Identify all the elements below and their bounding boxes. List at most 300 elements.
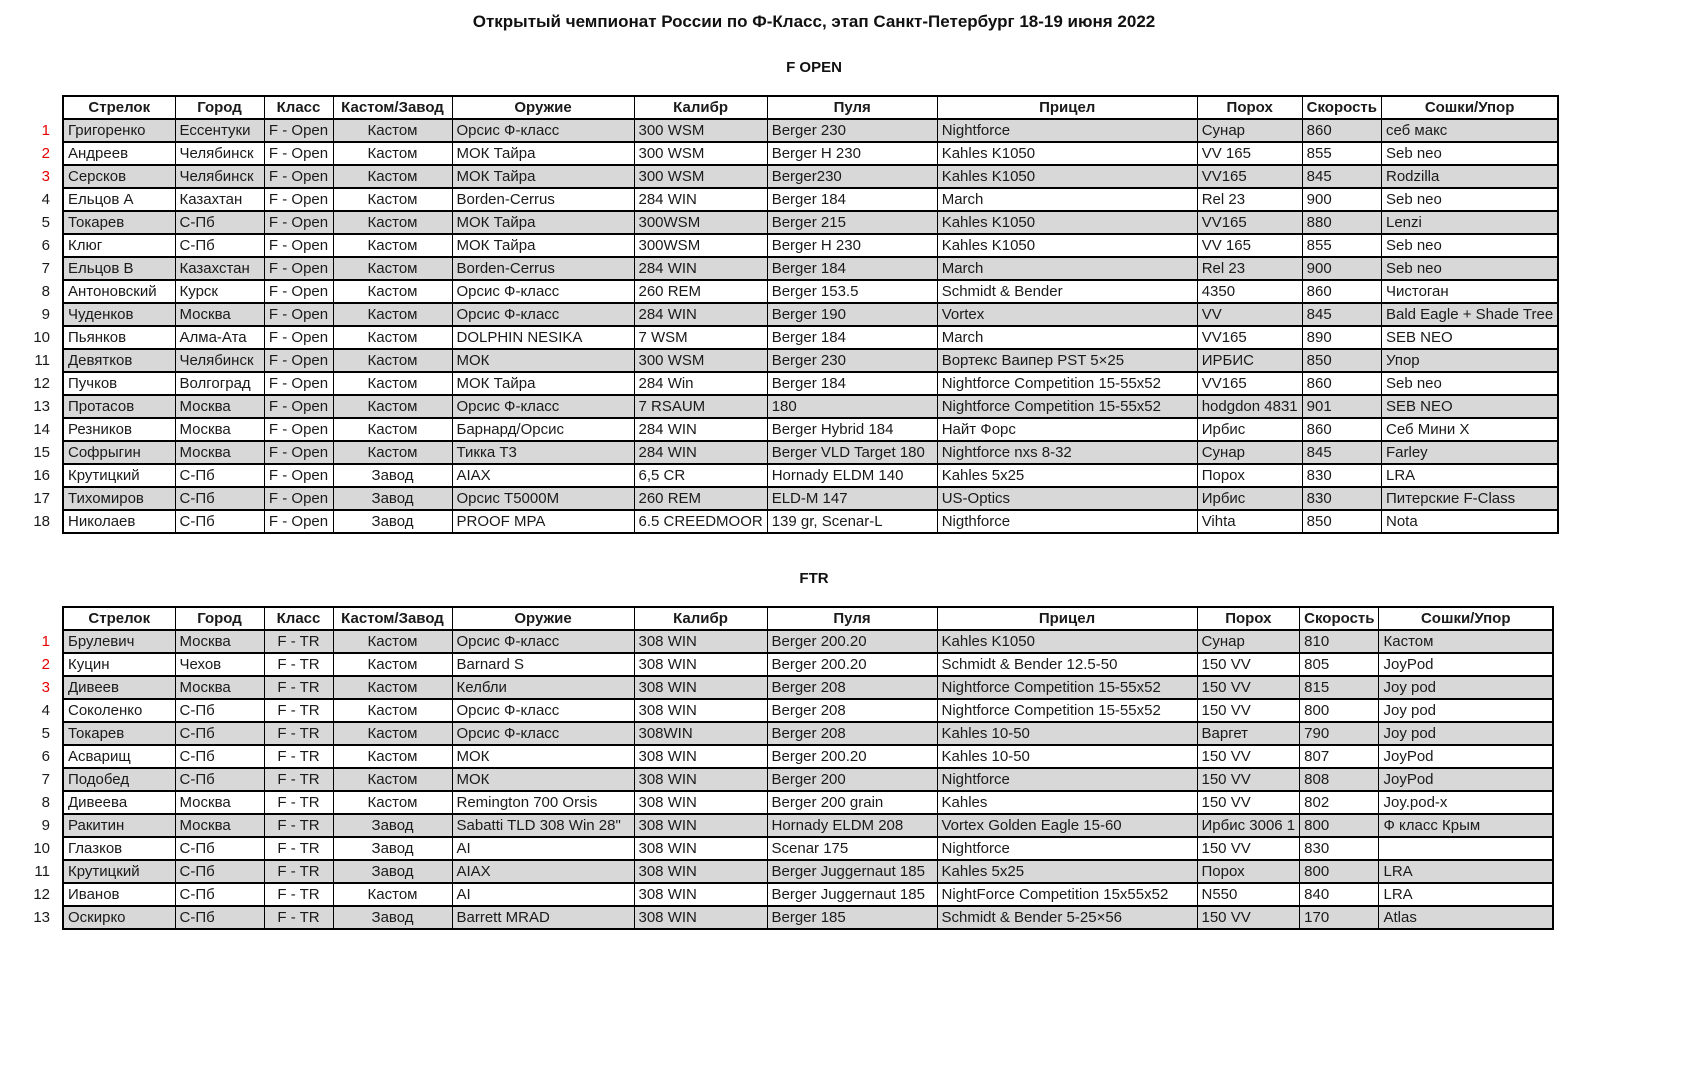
cell-weapon: МОК Тайра	[452, 165, 634, 188]
cell-class: F - Open	[264, 119, 333, 142]
table-row	[19, 814, 1553, 837]
cell-class: F - Open	[264, 464, 333, 487]
cell-bullet: Berger 184	[767, 372, 937, 395]
cell-custom-factory: Кастом	[333, 722, 452, 745]
cell-custom-factory: Кастом	[333, 119, 452, 142]
column-header-caliber: Калибр	[634, 96, 767, 119]
cell-scope: Kahles K1050	[937, 234, 1197, 257]
cell-class: F - TR	[264, 699, 333, 722]
cell-scope: Вортекс Ваипер PST 5×25	[937, 349, 1197, 372]
cell-rest: LRA	[1379, 860, 1553, 883]
cell-caliber: 308 WIN	[634, 768, 767, 791]
cell-shooter: Протасов	[63, 395, 175, 418]
row-number: 16	[19, 464, 63, 487]
cell-caliber: 284 WIN	[634, 441, 767, 464]
cell-shooter: Пучков	[63, 372, 175, 395]
cell-rest: Atlas	[1379, 906, 1553, 929]
cell-custom-factory: Кастом	[333, 768, 452, 791]
cell-speed: 800	[1300, 860, 1379, 883]
cell-rest: Rodzilla	[1381, 165, 1558, 188]
cell-custom-factory: Кастом	[333, 326, 452, 349]
row-number: 5	[19, 722, 63, 745]
row-number: 4	[19, 699, 63, 722]
row-number: 13	[19, 906, 63, 929]
column-header-rest: Сошки/Упор	[1381, 96, 1558, 119]
cell-class: F - TR	[264, 653, 333, 676]
cell-bullet: Berger 190	[767, 303, 937, 326]
column-header-caliber: Калибр	[634, 607, 767, 630]
cell-weapon: Орсис Ф-класс	[452, 119, 634, 142]
cell-powder: Rel 23	[1197, 257, 1302, 280]
cell-weapon: Тикка Т3	[452, 441, 634, 464]
row-number: 6	[19, 745, 63, 768]
row-number: 10	[19, 837, 63, 860]
table-row	[19, 303, 1558, 326]
cell-city: Алма-Ата	[175, 326, 264, 349]
cell-class: F - Open	[264, 326, 333, 349]
cell-bullet: Berger 208	[767, 676, 937, 699]
column-header-weapon: Оружие	[452, 607, 634, 630]
cell-rest: Seb neo	[1381, 188, 1558, 211]
section-f-open	[19, 59, 1699, 534]
cell-weapon: Орсис Ф-класс	[452, 630, 634, 653]
cell-speed: 855	[1302, 234, 1381, 257]
cell-weapon: Келбли	[452, 676, 634, 699]
cell-custom-factory: Завод	[333, 814, 452, 837]
cell-custom-factory: Кастом	[333, 188, 452, 211]
cell-speed: 901	[1302, 395, 1381, 418]
cell-bullet: Berger Juggernaut 185	[767, 883, 937, 906]
cell-rest: Упор	[1381, 349, 1558, 372]
cell-caliber: 308 WIN	[634, 791, 767, 814]
cell-caliber: 7 WSM	[634, 326, 767, 349]
cell-bullet: 180	[767, 395, 937, 418]
cell-powder: Сунар	[1197, 630, 1300, 653]
cell-powder: VV	[1197, 303, 1302, 326]
column-header-rest: Сошки/Упор	[1379, 607, 1553, 630]
cell-shooter: Иванов	[63, 883, 175, 906]
cell-speed: 845	[1302, 441, 1381, 464]
row-number: 9	[19, 303, 63, 326]
cell-powder: 150 VV	[1197, 791, 1300, 814]
cell-custom-factory: Кастом	[333, 699, 452, 722]
cell-powder: VV165	[1197, 165, 1302, 188]
cell-bullet: Berger H 230	[767, 234, 937, 257]
table-row	[19, 837, 1553, 860]
cell-shooter: Брулевич	[63, 630, 175, 653]
cell-rest: JoyPod	[1379, 653, 1553, 676]
cell-city: С-Пб	[175, 883, 264, 906]
cell-speed: 860	[1302, 418, 1381, 441]
table-row	[19, 142, 1558, 165]
cell-shooter: Асварищ	[63, 745, 175, 768]
cell-class: F - Open	[264, 142, 333, 165]
table-row	[19, 349, 1558, 372]
cell-scope: Nightforce nxs 8-32	[937, 441, 1197, 464]
column-header-shooter: Стрелок	[63, 607, 175, 630]
column-header-scope: Прицел	[937, 96, 1197, 119]
cell-city: С-Пб	[175, 510, 264, 533]
table-row	[19, 791, 1553, 814]
cell-shooter: Чуденков	[63, 303, 175, 326]
cell-scope: Nightforce	[937, 768, 1197, 791]
cell-city: Челябинск	[175, 142, 264, 165]
cell-class: F - Open	[264, 395, 333, 418]
cell-city: Волгоград	[175, 372, 264, 395]
cell-rest: LRA	[1381, 464, 1558, 487]
cell-weapon: МОК Тайра	[452, 234, 634, 257]
cell-weapon: Barrett MRAD	[452, 906, 634, 929]
column-header-scope: Прицел	[937, 607, 1197, 630]
cell-speed: 900	[1302, 188, 1381, 211]
cell-class: F - Open	[264, 234, 333, 257]
cell-weapon: МОК Тайра	[452, 211, 634, 234]
row-number-gutter	[19, 96, 63, 119]
cell-weapon: Орсис Т5000М	[452, 487, 634, 510]
cell-powder: Сунар	[1197, 441, 1302, 464]
cell-caliber: 308 WIN	[634, 883, 767, 906]
cell-class: F - Open	[264, 441, 333, 464]
cell-city: Москва	[175, 791, 264, 814]
row-number-gutter	[19, 607, 63, 630]
cell-speed: 800	[1300, 814, 1379, 837]
cell-shooter: Николаев	[63, 510, 175, 533]
row-number: 6	[19, 234, 63, 257]
cell-city: С-Пб	[175, 722, 264, 745]
cell-weapon: DOLPHIN NESIKA	[452, 326, 634, 349]
cell-city: Москва	[175, 303, 264, 326]
cell-rest: SEB NEO	[1381, 326, 1558, 349]
cell-custom-factory: Кастом	[333, 745, 452, 768]
cell-weapon: Sabatti TLD 308 Win 28"	[452, 814, 634, 837]
cell-city: С-Пб	[175, 211, 264, 234]
cell-powder: 150 VV	[1197, 906, 1300, 929]
cell-shooter: Серсков	[63, 165, 175, 188]
row-number: 12	[19, 372, 63, 395]
column-header-class: Класс	[264, 607, 333, 630]
cell-custom-factory: Кастом	[333, 349, 452, 372]
cell-caliber: 6.5 CREEDMOOR	[634, 510, 767, 533]
cell-powder: VV 165	[1197, 234, 1302, 257]
cell-custom-factory: Завод	[333, 510, 452, 533]
cell-speed: 850	[1302, 510, 1381, 533]
cell-bullet: Berger H 230	[767, 142, 937, 165]
cell-scope: Kahles K1050	[937, 165, 1197, 188]
cell-speed: 808	[1300, 768, 1379, 791]
cell-speed: 860	[1302, 372, 1381, 395]
cell-powder: Порох	[1197, 860, 1300, 883]
cell-powder: Rel 23	[1197, 188, 1302, 211]
cell-powder: Ирбис	[1197, 487, 1302, 510]
cell-weapon: Орсис Ф-класс	[452, 699, 634, 722]
cell-scope: US-Optics	[937, 487, 1197, 510]
column-header-powder: Порох	[1197, 607, 1300, 630]
cell-city: Курск	[175, 280, 264, 303]
cell-class: F - TR	[264, 814, 333, 837]
row-number: 11	[19, 860, 63, 883]
row-number: 18	[19, 510, 63, 533]
cell-weapon: Орсис Ф-класс	[452, 722, 634, 745]
table-row	[19, 906, 1553, 929]
cell-speed: 805	[1300, 653, 1379, 676]
cell-speed: 900	[1302, 257, 1381, 280]
cell-custom-factory: Кастом	[333, 211, 452, 234]
cell-custom-factory: Завод	[333, 837, 452, 860]
cell-powder: 4350	[1197, 280, 1302, 303]
cell-bullet: Hornady ELDM 208	[767, 814, 937, 837]
cell-bullet: Berger 153.5	[767, 280, 937, 303]
row-number: 2	[19, 142, 63, 165]
table-row	[19, 487, 1558, 510]
row-number: 4	[19, 188, 63, 211]
cell-caliber: 308 WIN	[634, 676, 767, 699]
table-row	[19, 188, 1558, 211]
table-row	[19, 676, 1553, 699]
cell-caliber: 300WSM	[634, 234, 767, 257]
cell-rest: Joy pod	[1379, 676, 1553, 699]
tables-container	[19, 59, 1699, 930]
cell-city: С-Пб	[175, 745, 264, 768]
cell-scope: Vortex Golden Eagle 15-60	[937, 814, 1197, 837]
cell-shooter: Антоновский	[63, 280, 175, 303]
cell-powder: 150 VV	[1197, 837, 1300, 860]
cell-rest: SEB NEO	[1381, 395, 1558, 418]
table-row	[19, 257, 1558, 280]
table-row	[19, 280, 1558, 303]
cell-scope: Kahles K1050	[937, 142, 1197, 165]
results-table-f-open	[19, 95, 1559, 534]
cell-custom-factory: Кастом	[333, 234, 452, 257]
cell-speed: 845	[1302, 165, 1381, 188]
cell-powder: Vihta	[1197, 510, 1302, 533]
cell-shooter: Тихомиров	[63, 487, 175, 510]
cell-powder: 150 VV	[1197, 745, 1300, 768]
cell-caliber: 300 WSM	[634, 349, 767, 372]
cell-speed: 850	[1302, 349, 1381, 372]
cell-bullet: Berger 215	[767, 211, 937, 234]
cell-powder: VV165	[1197, 372, 1302, 395]
cell-city: Ессентуки	[175, 119, 264, 142]
cell-bullet: Berger 200.20	[767, 630, 937, 653]
cell-speed: 860	[1302, 119, 1381, 142]
cell-class: F - Open	[264, 211, 333, 234]
cell-city: Москва	[175, 441, 264, 464]
cell-scope: NightForce Competition 15x55x52	[937, 883, 1197, 906]
cell-caliber: 308 WIN	[634, 653, 767, 676]
cell-scope: Найт Форс	[937, 418, 1197, 441]
section-heading-ftr: FTR	[799, 570, 829, 587]
cell-scope: March	[937, 188, 1197, 211]
table-row	[19, 165, 1558, 188]
cell-rest: Seb neo	[1381, 234, 1558, 257]
cell-speed: 890	[1302, 326, 1381, 349]
cell-scope: Schmidt & Bender 12.5-50	[937, 653, 1197, 676]
cell-weapon: AIAX	[452, 464, 634, 487]
cell-custom-factory: Кастом	[333, 395, 452, 418]
cell-speed: 800	[1300, 699, 1379, 722]
row-number: 10	[19, 326, 63, 349]
cell-custom-factory: Кастом	[333, 303, 452, 326]
cell-scope: Nightforce Competition 15-55x52	[937, 676, 1197, 699]
cell-speed: 855	[1302, 142, 1381, 165]
cell-caliber: 308 WIN	[634, 837, 767, 860]
cell-shooter: Оскирко	[63, 906, 175, 929]
cell-city: С-Пб	[175, 906, 264, 929]
row-number: 2	[19, 653, 63, 676]
cell-shooter: Резников	[63, 418, 175, 441]
table-row	[19, 119, 1558, 142]
cell-caliber: 284 WIN	[634, 418, 767, 441]
cell-caliber: 300 WSM	[634, 142, 767, 165]
cell-shooter: Соколенко	[63, 699, 175, 722]
cell-rest: Ф класс Крым	[1379, 814, 1553, 837]
cell-shooter: Токарев	[63, 722, 175, 745]
cell-bullet: Berger 185	[767, 906, 937, 929]
cell-scope: Kahles 10-50	[937, 745, 1197, 768]
column-header-bullet: Пуля	[767, 96, 937, 119]
cell-powder: 150 VV	[1197, 768, 1300, 791]
row-number: 8	[19, 791, 63, 814]
column-header-speed: Скорость	[1302, 96, 1381, 119]
cell-city: Челябинск	[175, 165, 264, 188]
column-header-speed: Скорость	[1300, 607, 1379, 630]
cell-rest: себ макс	[1381, 119, 1558, 142]
cell-powder: VV165	[1197, 326, 1302, 349]
cell-powder: VV165	[1197, 211, 1302, 234]
cell-weapon: МОК Тайра	[452, 142, 634, 165]
cell-custom-factory: Кастом	[333, 791, 452, 814]
cell-scope: Kahles 5x25	[937, 464, 1197, 487]
column-header-weapon: Оружие	[452, 96, 634, 119]
cell-rest: Чистоган	[1381, 280, 1558, 303]
cell-weapon: Remington 700 Orsis	[452, 791, 634, 814]
table-row	[19, 372, 1558, 395]
results-table-ftr	[19, 606, 1554, 930]
cell-shooter: Дивеев	[63, 676, 175, 699]
cell-powder: Порох	[1197, 464, 1302, 487]
cell-weapon: МОК Тайра	[452, 372, 634, 395]
cell-caliber: 308 WIN	[634, 745, 767, 768]
cell-caliber: 308 WIN	[634, 699, 767, 722]
cell-class: F - Open	[264, 280, 333, 303]
cell-class: F - TR	[264, 883, 333, 906]
table-row	[19, 326, 1558, 349]
cell-shooter: Клюг	[63, 234, 175, 257]
cell-custom-factory: Кастом	[333, 257, 452, 280]
cell-powder: 150 VV	[1197, 699, 1300, 722]
cell-class: F - TR	[264, 745, 333, 768]
cell-rest: JoyPod	[1379, 745, 1553, 768]
cell-scope: March	[937, 257, 1197, 280]
cell-caliber: 300WSM	[634, 211, 767, 234]
cell-shooter: Ельцов В	[63, 257, 175, 280]
table-row	[19, 395, 1558, 418]
cell-bullet: Berger Hybrid 184	[767, 418, 937, 441]
cell-custom-factory: Кастом	[333, 441, 452, 464]
cell-caliber: 260 REM	[634, 280, 767, 303]
cell-caliber: 284 WIN	[634, 188, 767, 211]
cell-powder: hodgdon 4831	[1197, 395, 1302, 418]
cell-bullet: Scenar 175	[767, 837, 937, 860]
section-ftr	[19, 570, 1699, 930]
cell-bullet: Berger 200.20	[767, 653, 937, 676]
row-number: 13	[19, 395, 63, 418]
table-row	[19, 510, 1558, 533]
cell-weapon: Borden-Cerrus	[452, 188, 634, 211]
row-number: 15	[19, 441, 63, 464]
table-row	[19, 441, 1558, 464]
cell-weapon: AIAX	[452, 860, 634, 883]
cell-caliber: 308WIN	[634, 722, 767, 745]
table-row	[19, 630, 1553, 653]
column-header-class: Класс	[264, 96, 333, 119]
cell-rest: Lenzi	[1381, 211, 1558, 234]
cell-weapon: МОК	[452, 349, 634, 372]
cell-powder: Варгет	[1197, 722, 1300, 745]
cell-rest: LRA	[1379, 883, 1553, 906]
column-header-custom-factory: Кастом/Завод	[333, 96, 452, 119]
cell-city: Казахтан	[175, 188, 264, 211]
page-title: Открытый чемпионат России по Ф-Класс, этап Санкт-Петербург 18-19 июня 2022	[472, 12, 1156, 31]
cell-bullet: Berger 208	[767, 699, 937, 722]
cell-speed: 807	[1300, 745, 1379, 768]
cell-caliber: 308 WIN	[634, 860, 767, 883]
row-number: 9	[19, 814, 63, 837]
cell-powder: 150 VV	[1197, 676, 1300, 699]
cell-speed: 830	[1302, 487, 1381, 510]
cell-city: Челябинск	[175, 349, 264, 372]
cell-custom-factory: Кастом	[333, 165, 452, 188]
cell-weapon: Барнард/Орсис	[452, 418, 634, 441]
cell-rest: Bald Eagle + Shade Tree	[1381, 303, 1558, 326]
cell-bullet: Berger 230	[767, 119, 937, 142]
cell-bullet: Berger 200.20	[767, 745, 937, 768]
row-number: 7	[19, 257, 63, 280]
cell-rest: Seb neo	[1381, 372, 1558, 395]
cell-class: F - TR	[264, 906, 333, 929]
cell-caliber: 308 WIN	[634, 906, 767, 929]
cell-bullet: Berger 200	[767, 768, 937, 791]
row-number: 3	[19, 676, 63, 699]
cell-city: Москва	[175, 814, 264, 837]
cell-rest: Питерские F-Class	[1381, 487, 1558, 510]
cell-city: С-Пб	[175, 860, 264, 883]
cell-shooter: Крутицкий	[63, 860, 175, 883]
cell-city: С-Пб	[175, 699, 264, 722]
column-header-shooter: Стрелок	[63, 96, 175, 119]
cell-speed: 860	[1302, 280, 1381, 303]
cell-powder: Ирбис	[1197, 418, 1302, 441]
cell-custom-factory: Завод	[333, 487, 452, 510]
cell-city: С-Пб	[175, 837, 264, 860]
cell-class: F - TR	[264, 860, 333, 883]
cell-bullet: Berger Juggernaut 185	[767, 860, 937, 883]
cell-shooter: Подобед	[63, 768, 175, 791]
cell-caliber: 308 WIN	[634, 630, 767, 653]
cell-scope: Kahles 5x25	[937, 860, 1197, 883]
cell-rest: Seb neo	[1381, 142, 1558, 165]
cell-class: F - TR	[264, 768, 333, 791]
cell-shooter: Токарев	[63, 211, 175, 234]
cell-shooter: Пьянков	[63, 326, 175, 349]
cell-rest: Joy.pod-x	[1379, 791, 1553, 814]
row-number: 14	[19, 418, 63, 441]
cell-scope: Schmidt & Bender	[937, 280, 1197, 303]
column-header-powder: Порох	[1197, 96, 1302, 119]
cell-scope: Nightforce Competition 15-55x52	[937, 395, 1197, 418]
row-number: 8	[19, 280, 63, 303]
cell-weapon: МОК	[452, 745, 634, 768]
